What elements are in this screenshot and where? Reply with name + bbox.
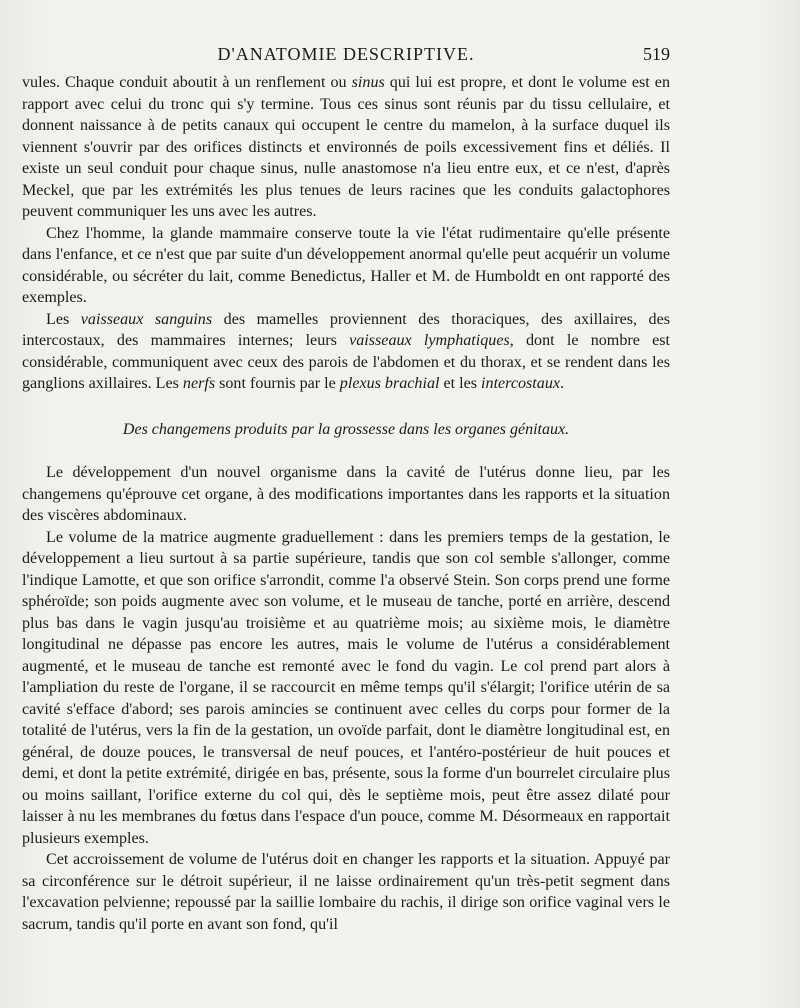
- text-run: vules. Chaque conduit aboutit à un renflement ou: [22, 74, 352, 91]
- text-run: Le volume de la matrice augmente graduellement : dans les premiers temps de la gestation, le développement a lieu surtout à sa partie supérieure, tandis que son col semble s'allonger, comme l'indique Lamotte, et que son orifice s'arrondit, comme l'a observé Stein. Son corps prend une forme sphéroïde; son poids augmente avec son volume, et le museau de tanche, porté en arrière, descend plus bas dans le vagin jusqu'au troisième et au quatrième mois; au sixième mois, le diamètre longitudinal ne dépasse pas encore les autres, mais le volume de l'utérus a considérablement augmenté, et le museau de tanche est remonté avec le fond du vagin. Le col prend part alors à l'ampliation du reste de l'organe, il se raccourcit en même temps qu'il s'élargit; l'orifice utérin de sa cavité s'efface d'abord; ses parois amincies se continuent avec celles du corps pour former de la totalité de l'utérus, vers la fin de la gestation, un ovoïde parfait, dont le diamètre longitudinal est, en général, de douze pouces, le transversal de neuf pouces, et l'antéro-postérieur de huit pouces et demi, et dont la petite extrémité, dirigée en bas, présente, sous la forme d'un bourrelet circulaire plus ou moins saillant, l'orifice externe du col qui, dès le septième mois, peut être assez dilaté pour laisser à nu les membranes du fœtus dans l'espace d'un pouce, comme M. Désormeaux en rapportait plusieurs exemples.: [22, 528, 670, 847]
- text-run: , dont le nombre est considérable, communiquent avec ceux des parois de l'abdomen et du thorax, et se rendent dans les ganglions axillaires. Les: [22, 332, 670, 392]
- text-run: Le développement d'un nouvel organisme dans la cavité de l'utérus donne lieu, par les changemens qu'éprouve cet organe, à des modifications importantes dans les rapports et la situation des viscères abdominaux.: [22, 464, 670, 524]
- text-run: sont fournis par le: [215, 375, 340, 392]
- italic-text: nerfs: [182, 375, 216, 392]
- text-run: qui lui est propre, et dont le volume est en rapport avec celui du tronc qui s'y termine. Tous ces sinus sont réunis par du tissu cellulaire, et donnent naissance à de petits canaux qui occupent le centre du mamelon, à la surface duquel ils viennent s'ouvrir par des orifices distincts et environnés de poils excessivement fins et déliés. Il existe un seul conduit pour chaque sinus, nulle anastomose n'a lieu entre eux, et ce n'est, d'après Meckel, que par les extrémités les plus tenues de leurs racines que les conduits galactophores peuvent communiquer les uns avec les autres.: [22, 74, 670, 220]
- italic-text: intercostaux: [481, 375, 561, 392]
- text-run: des mamelles proviennent des thoraciques, des axillaires, des intercostaux, des mammaires internes; leurs: [22, 310, 670, 349]
- paragraph: [22, 223, 670, 309]
- page-header: [22, 44, 670, 72]
- italic-text: vaisseaux sanguins: [80, 310, 213, 328]
- text-run: Chez l'homme, la glande mammaire conserve toute la vie l'état rudimentaire qu'elle présente dans l'enfance, et ce n'est que par suite d'un développement anormal qu'elle peut acquérir un volume considérable, ou sécréter du lait, comme Benedictus, Haller et M. de Humboldt en ont rapporté des exemples.: [22, 224, 670, 306]
- page-body: [22, 72, 670, 935]
- paragraph: [22, 462, 670, 527]
- text-run: Les: [46, 310, 81, 328]
- italic-text: sinus: [351, 74, 385, 91]
- italic-text: vaisseaux lymphatiques: [349, 332, 510, 349]
- paragraph: [22, 527, 670, 850]
- paragraphs-before-heading: [22, 72, 670, 395]
- text-run: Cet accroissement de volume de l'utérus doit en changer les rapports et la situation. Appuyé par sa circonférence sur le détroit supérieur, il ne laisse ordinairement qu'un très-petit segment dans l'excavation pelvienne; repoussé par la saillie lombaire du rachis, il dirige son orifice vaginal vers le sacrum, tandis qu'il porte en avant son fond, qu'il: [22, 851, 670, 933]
- italic-text: plexus brachial: [339, 375, 440, 392]
- section-heading: Des changemens produits par la grossesse dans les organes génitaux.: [122, 420, 570, 438]
- running-title: D'ANATOMIE DESCRIPTIVE.: [217, 44, 475, 64]
- paragraph: [22, 849, 670, 935]
- text-run: et les: [439, 375, 482, 392]
- paragraph: [22, 309, 670, 395]
- text-run: .: [560, 375, 565, 392]
- page-number: 519: [643, 44, 670, 64]
- paragraph: [22, 72, 670, 223]
- paragraphs-after-heading: [22, 462, 670, 935]
